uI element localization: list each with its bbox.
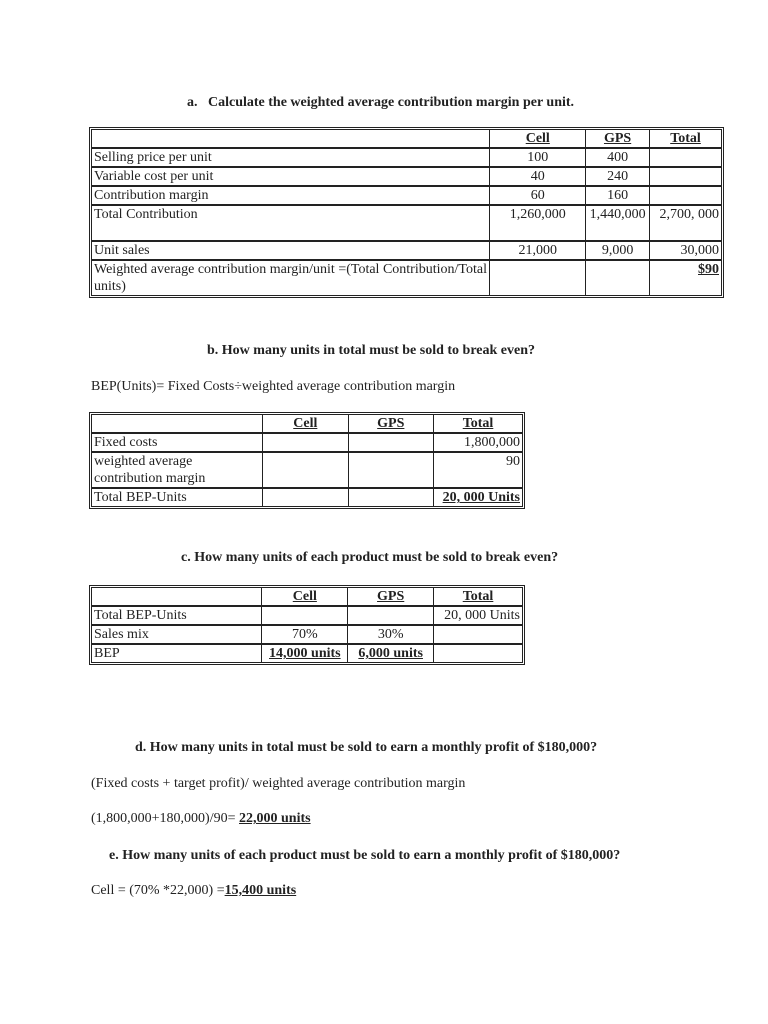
row-label: weighted average contribution margin bbox=[92, 453, 263, 489]
header-cell: Total bbox=[434, 415, 522, 434]
header-cell: Total bbox=[650, 130, 721, 149]
gps-value: 9,000 bbox=[586, 242, 650, 261]
table-row bbox=[92, 489, 522, 506]
cell-value bbox=[263, 434, 348, 453]
row-label: Weighted average contribution margin/unit =(Total Contribution/Total units) bbox=[92, 261, 490, 295]
target-profit-formula: (Fixed costs + target profit)/ weighted average contribution margin bbox=[91, 776, 466, 791]
total-value: 90 bbox=[434, 453, 522, 489]
table-row bbox=[92, 607, 522, 626]
cell-value: 1,260,000 bbox=[490, 206, 586, 242]
row-label: Total Contribution bbox=[92, 206, 490, 242]
header-cell bbox=[92, 130, 490, 149]
cell-value: 60 bbox=[490, 187, 586, 206]
calculation-result: 15,400 units bbox=[224, 883, 297, 898]
gps-value bbox=[349, 434, 435, 453]
cell-value: 40 bbox=[490, 168, 586, 187]
table-a bbox=[91, 129, 722, 296]
table-b bbox=[91, 414, 523, 507]
row-label: Sales mix bbox=[92, 626, 262, 645]
row-label: Variable cost per unit bbox=[92, 168, 490, 187]
gps-value bbox=[586, 261, 650, 295]
table-row bbox=[92, 588, 522, 607]
total-value bbox=[650, 168, 721, 187]
gps-value: 400 bbox=[586, 149, 650, 168]
section-d-heading: d. How many units in total must be sold to earn a monthly profit of $180,000? bbox=[135, 740, 598, 755]
table-row bbox=[92, 242, 721, 261]
section-b-heading: b. How many units in total must be sold to break even? bbox=[207, 343, 536, 358]
header-cell: GPS bbox=[586, 130, 650, 149]
cell-value bbox=[490, 261, 586, 295]
header-cell: GPS bbox=[348, 588, 434, 607]
header-cell: Cell bbox=[490, 130, 586, 149]
total-value: $90 bbox=[698, 262, 719, 277]
calculation-result: 22,000 units bbox=[239, 811, 311, 826]
target-profit-calculation bbox=[91, 811, 311, 827]
section-a-heading: a. Calculate the weighted average contribution margin per unit. bbox=[187, 95, 575, 110]
row-label: Total BEP-Units bbox=[92, 607, 262, 626]
total-value: 1,800,000 bbox=[434, 434, 522, 453]
table-row bbox=[92, 149, 721, 168]
row-label: Unit sales bbox=[92, 242, 490, 261]
cell-value bbox=[262, 607, 348, 626]
gps-value: 6,000 units bbox=[348, 645, 434, 662]
row-label: Contribution margin bbox=[92, 187, 490, 206]
header-cell bbox=[92, 415, 263, 434]
row-label: Total BEP-Units bbox=[92, 489, 263, 506]
section-c-heading: c. How many units of each product must be sold to break even? bbox=[181, 550, 559, 565]
cell-value: 14,000 units bbox=[262, 645, 348, 662]
total-value bbox=[650, 187, 721, 206]
gps-value bbox=[348, 607, 434, 626]
gps-value: 1,440,000 bbox=[586, 206, 650, 242]
cell-value bbox=[263, 453, 348, 489]
total-value bbox=[650, 149, 721, 168]
table-c bbox=[91, 587, 523, 663]
gps-value bbox=[349, 489, 435, 506]
gps-value: 160 bbox=[586, 187, 650, 206]
row-label: BEP bbox=[92, 645, 262, 662]
header-cell: Cell bbox=[263, 415, 348, 434]
header-cell: GPS bbox=[349, 415, 435, 434]
gps-value: 30% bbox=[348, 626, 434, 645]
total-value: 2,700, 000 bbox=[650, 206, 721, 242]
calculation-prefix: Cell = (70% *22,000) = bbox=[91, 883, 225, 898]
table-row bbox=[92, 453, 522, 489]
total-value bbox=[434, 645, 522, 662]
cell-value bbox=[263, 489, 348, 506]
header-cell: Cell bbox=[262, 588, 348, 607]
total-value: 20, 000 Units bbox=[442, 490, 520, 505]
bep-formula: BEP(Units)= Fixed Costs÷weighted average contribution margin bbox=[91, 379, 456, 394]
cell-value: 21,000 bbox=[490, 242, 586, 261]
table-row bbox=[92, 434, 522, 453]
row-label: Selling price per unit bbox=[92, 149, 490, 168]
table-row bbox=[92, 130, 721, 149]
cell-value: 70% bbox=[262, 626, 348, 645]
table-row bbox=[92, 168, 721, 187]
table-row bbox=[92, 261, 721, 295]
table-row bbox=[92, 187, 721, 206]
header-cell bbox=[92, 588, 262, 607]
header-cell: Total bbox=[434, 588, 522, 607]
gps-value bbox=[349, 453, 435, 489]
row-label: Fixed costs bbox=[92, 434, 263, 453]
table-row bbox=[92, 415, 522, 434]
cell-value: 100 bbox=[490, 149, 586, 168]
table-row bbox=[92, 206, 721, 242]
total-value: 30,000 bbox=[650, 242, 721, 261]
total-value: 20, 000 Units bbox=[434, 607, 522, 626]
total-value bbox=[434, 626, 522, 645]
table-row bbox=[92, 626, 522, 645]
section-e-heading: e. How many units of each product must be sold to earn a monthly profit of $180,000? bbox=[109, 848, 621, 863]
calculation-prefix: (1,800,000+180,000)/90= bbox=[91, 811, 240, 826]
cell-calculation bbox=[91, 883, 296, 899]
table-row bbox=[92, 645, 522, 662]
gps-value: 240 bbox=[586, 168, 650, 187]
